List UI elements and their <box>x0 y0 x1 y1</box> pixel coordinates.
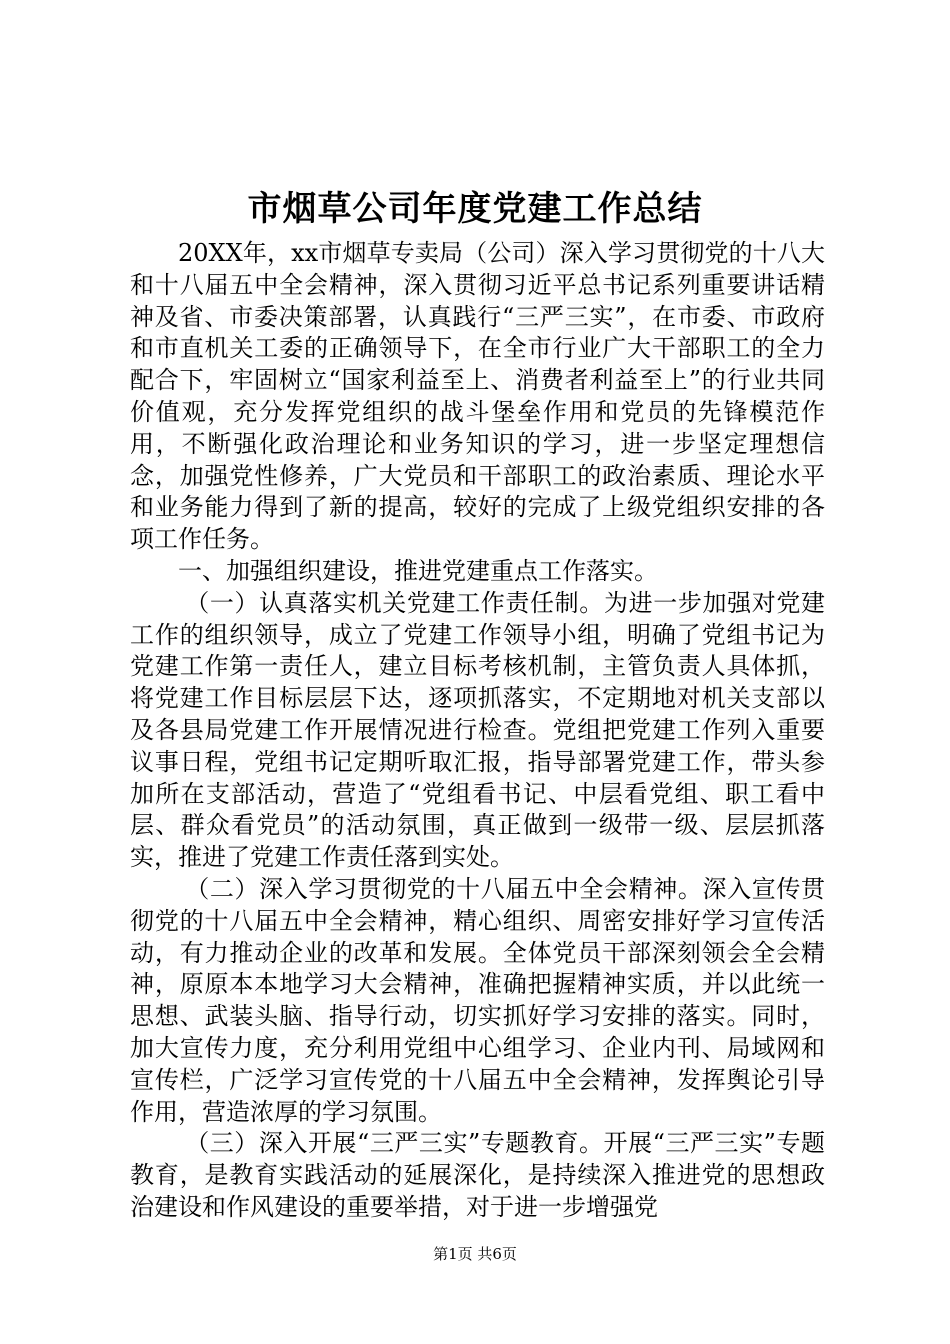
document-title: 市烟草公司年度党建工作总结 <box>247 189 703 229</box>
section-heading-1: 一、加强组织建设，推进党建重点工作落实。 <box>178 556 658 585</box>
paragraph-subsection-2: （二）深入学习贯彻党的十八届五中全会精神。深入宣传贯彻党的十八届五中全会精神，精心组织、周密安排好学习宣传活动，有力推动企业的改革和发展。全体党员干部深刻领会全会精神，原原本本地学习大会精神，准确把握精神实质，并以此统一思想、武装头脑、指导行动，切实抓好学习安排的落实。同时，加大宣传力度，充分利用党组中心组学习、企业内刊、局域网和宣传栏，广泛学习宣传党的十八届五中全会精神，发挥舆论引导作用，营造浓厚的学习氛围。 <box>130 874 825 1126</box>
document-body <box>130 238 825 1224</box>
paragraph-intro: 20XX年，xx市烟草专卖局（公司）深入学习贯彻党的十八大和十八届五中全会精神，深入贯彻习近平总书记系列重要讲话精神及省、市委决策部署，认真践行“三严三实”，在市委、市政府和市直机关工委的正确领导下，在全市行业广大干部职工的全力配合下，牢固树立“国家利益至上、消费者利益至上”的行业共同价值观，充分发挥党组织的战斗堡垒作用和党员的先锋模范作用，不断强化政治理论和业务知识的学习，进一步坚定理想信念，加强党性修养，广大党员和干部职工的政治素质、理论水平和业务能力得到了新的提高，较好的完成了上级党组织安排的各项工作任务。 <box>130 239 825 554</box>
paragraph-subsection-3: （三）深入开展“三严三实”专题教育。开展“三严三实”专题教育，是教育实践活动的延展深化，是持续深入推进党的思想政治建设和作风建设的重要举措，对于进一步增强党 <box>130 1129 825 1221</box>
paragraph-subsection-1: （一）认真落实机关党建工作责任制。为进一步加强对党建工作的组织领导，成立了党建工作领导小组，明确了党组书记为党建工作第一责任人，建立目标考核机制，主管负责人具体抓，将党建工作目标层层下达，逐项抓落实，不定期地对机关支部以及各县局党建工作开展情况进行检查。党组把党建工作列入重要议事日程，党组书记定期听取汇报，指导部署党建工作，带头参加所在支部活动，营造了“党组看书记、中层看党组、职工看中层、群众看党员”的活动氛围，真正做到一级带一级、层层抓落实，推进了党建工作责任落到实处。 <box>130 588 825 872</box>
page-number-footer: 第1页 共6页 <box>433 1245 517 1263</box>
